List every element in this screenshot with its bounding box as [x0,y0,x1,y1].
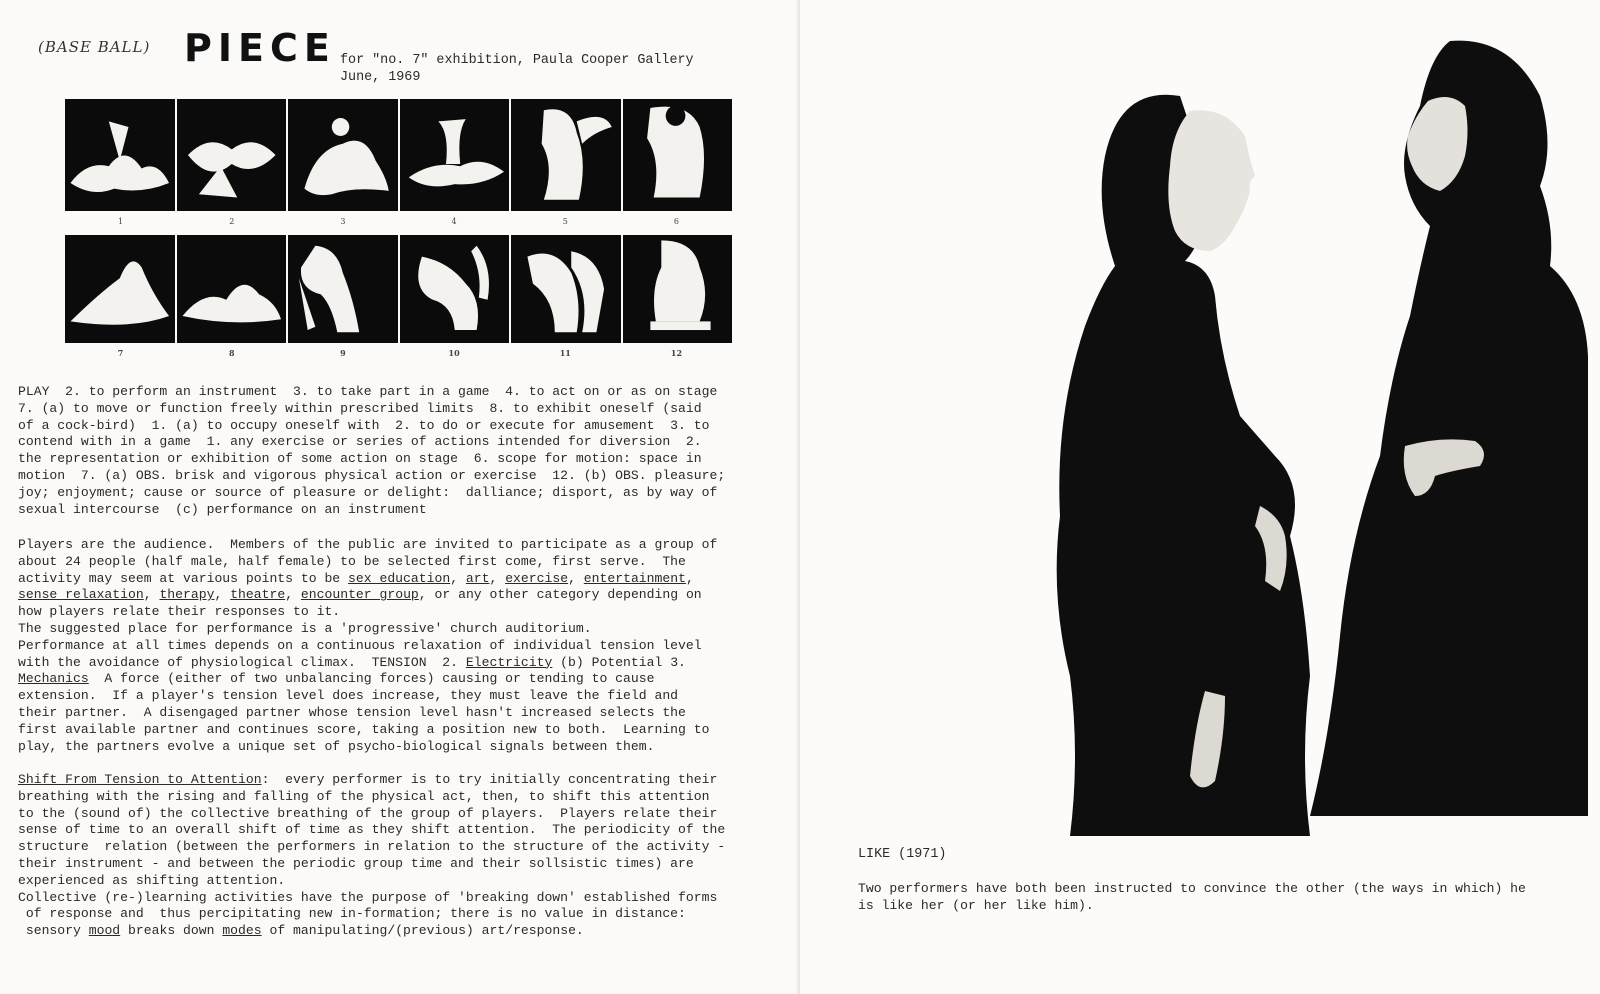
text-line [18,587,793,604]
text-run: of manipulating/(previous) art/response. [261,923,584,939]
text-line: contend with in a game 1. any exercise or series of actions intended for diversion 2. [18,434,702,450]
figure-frame [400,99,512,211]
figure-frame [511,99,623,211]
frame-number: 2 [229,217,235,226]
text-line: of a cock-bird) 1. (a) to occupy oneself with 2. to do or execute for amusement 3. to [18,417,710,433]
text-line: sense of time to an overall shift of time as they shift attention. The periodicity of the [18,822,726,838]
caption-title: LIKE (1971) [858,847,947,862]
text-line [18,571,793,588]
text-line [18,671,793,688]
underlined-term: entertainment [583,570,686,586]
text-run: (b) Potential 3. [552,654,686,670]
text-line: experienced as shifting attention. [18,872,286,888]
page-title: PIECE [184,26,336,70]
text-run: : every performer is to try initially concentrating their [261,772,718,787]
performers-photo [1010,36,1590,842]
text-line: the representation or exhibition of some action on stage 6. scope for motion: space in [18,451,702,467]
section-heading: Shift From Tension to Attention [18,772,262,787]
text-line: their partner. A disengaged partner whose tension level hasn't increased selects the [18,704,686,720]
text-run: , [685,570,694,586]
photo-silhouettes [1010,36,1590,842]
text-run: , [568,570,584,586]
figure-strip-top [65,99,732,211]
text-run: breaks down [120,923,223,939]
underlined-term: encounter group [300,587,419,603]
text-line: 7. (a) to move or function freely within prescribed limits 8. to exhibit oneself (said [18,400,702,416]
text-line: how players relate their responses to it. [18,604,341,620]
text-run: with the avoidance of physiological climax. TENSION 2. [18,654,466,670]
underlined-term: sense relaxation [18,587,144,603]
caption-line: is like her (or her like him). [858,898,1094,913]
frame-number: 5 [562,217,568,226]
exhibition-line: for "no. 7" exhibition, Paula Cooper Gallery [340,53,694,68]
text-run: , [214,587,231,603]
text-run: sensory [18,923,89,939]
exhibition-info [340,52,694,86]
caption-text [858,880,1578,914]
text-line: breathing with the rising and falling of the physical act, then, to shift this attention [18,788,710,804]
text-line: their instrument - and between the periodic group time and their sollsistic times) are [18,855,694,871]
underlined-term: Mechanics [18,671,89,687]
figure-frame [177,99,289,211]
text-line: about 24 people (half male, half female) to be selected first come, first serve. The [18,553,686,569]
text-line: to the (sound of) the collective breathing of the group of players. Players relate their [18,805,718,821]
frame-number: 4 [451,217,457,226]
text-line: PLAY 2. to perform an instrument 3. to take part in a game 4. to act on or as on stage [18,384,718,399]
text-line: of response and thus percipitating new in-formation; there is no value in distance: [18,906,686,922]
figure-strip-bottom [65,235,732,343]
underlined-term: modes [222,923,262,939]
frame-number: 11 [559,348,571,358]
frame-number: 9 [340,348,346,358]
frame-numbers-top [65,217,732,226]
frame-number: 6 [673,217,679,226]
frame-number: 7 [117,348,124,358]
frame-number: 8 [228,348,235,358]
frame-number: 1 [118,217,124,226]
figure-frame [511,235,623,343]
text-line [18,655,793,672]
underlined-term: art [465,570,490,586]
underlined-term: therapy [159,587,215,603]
text-line: Players are the audience. Members of the public are invited to participate as a group of [18,537,718,552]
text-run: activity may seem at various points to be [18,570,349,586]
text-run: , or any other category depending on [418,587,702,603]
text-run: , [285,587,301,603]
exhibition-date: June, 1969 [340,70,421,85]
text-run: , [489,570,506,586]
figure-frame [623,99,733,211]
players-paragraph [18,537,793,755]
text-line: structure relation (between the performers in relation to the structure of the activity - [18,839,726,855]
text-line: Collective (re-)learning activities have the purpose of 'breaking down' established forms [18,889,718,905]
text-run: , [450,570,466,586]
figure-frame [65,99,177,211]
underlined-term: Electricity [465,654,553,670]
frame-number: 10 [448,348,460,358]
frame-numbers-bottom [65,348,732,358]
definition-paragraph [18,384,793,518]
shift-paragraph [18,772,793,940]
text-run: A force (either of two unbalancing forces) causing or tending to cause [88,671,655,687]
figure-frame [400,235,512,343]
underlined-term: mood [88,923,121,939]
frame-number: 12 [670,348,683,358]
text-line [18,923,793,940]
text-line: Performance at all times depends on a continuous relaxation of individual tension level [18,637,702,653]
text-line: motion 7. (a) OBS. brisk and vigorous physical action or exercise 12. (b) OBS. pleasure; [18,467,726,483]
handwritten-label: (BASE BALL) [38,38,151,56]
woman-face [1168,110,1255,251]
text-run: , [143,587,160,603]
underlined-term: exercise [505,570,569,586]
text-line: joy; enjoyment; cause or source of pleasure or delight: dalliance; disport, as by way of [18,484,718,500]
figure-frame [288,99,400,211]
text-line: play, the partners evolve a unique set of psycho-biological signals between them. [18,738,655,754]
text-line: The suggested place for performance is a 'progressive' church auditorium. [18,620,592,636]
frame-number: 3 [340,217,346,226]
figure-frame [288,235,400,343]
figure-frame [623,235,733,343]
underlined-term: theatre [230,587,286,603]
text-line: first available partner and continues score, taking a position new to both. Learning to [18,721,710,737]
text-line: extension. If a player's tension level does increase, they must leave the field and [18,688,679,704]
figure-frame [177,235,289,343]
text-line: sexual intercourse (c) performance on an instrument [18,501,427,517]
text-line [18,772,793,789]
figure-frame [65,235,177,343]
underlined-term: sex education [348,570,451,586]
caption-line: Two performers have both been instructed to convince the other (the ways in which) he [858,881,1526,896]
